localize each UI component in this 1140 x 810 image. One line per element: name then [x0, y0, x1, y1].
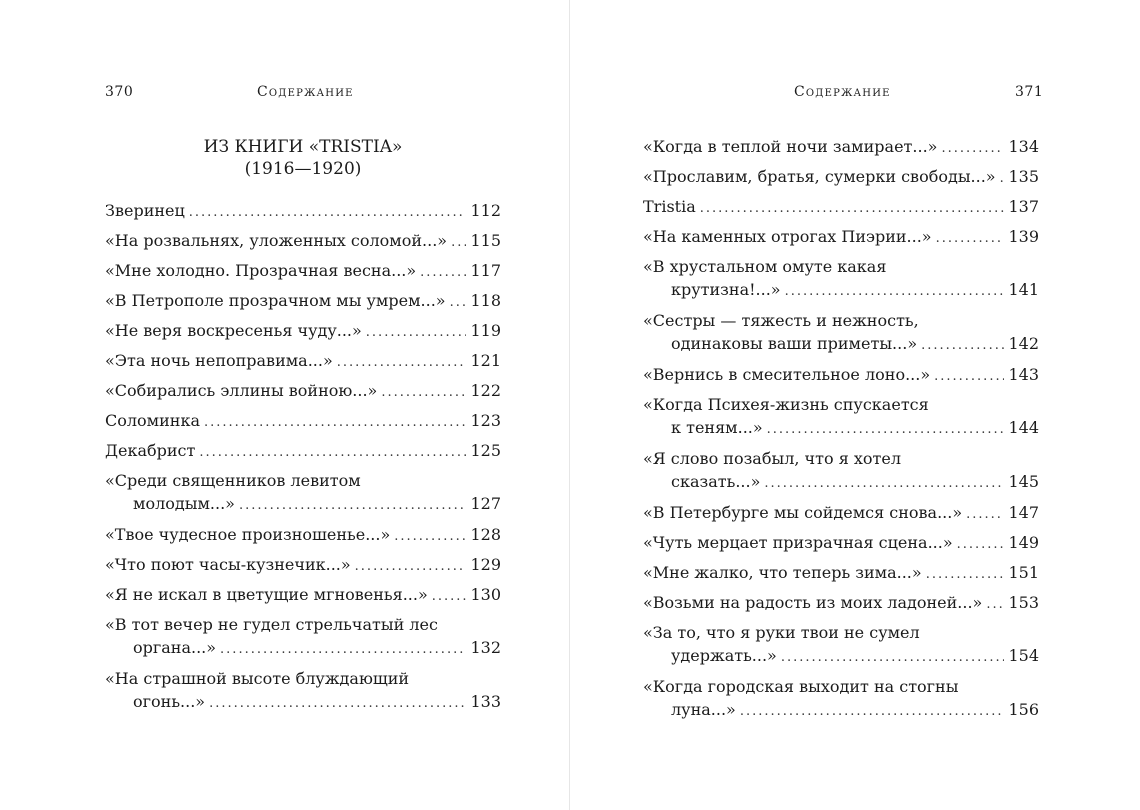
toc-entry-text: «В Петрополе прозрачном мы умрем...» — [105, 291, 446, 310]
toc-entry — [105, 319, 501, 349]
toc-entry — [643, 195, 1039, 225]
toc-page-number: 151 — [1008, 563, 1039, 582]
toc-page-number: 147 — [1008, 503, 1039, 522]
toc-entry — [105, 469, 501, 523]
left-page — [0, 0, 569, 810]
toc-page-number: 139 — [1008, 227, 1039, 246]
toc-entry-title — [105, 469, 501, 492]
toc-entry-text: «Чуть мерцает призрачная сцена...» — [643, 533, 953, 552]
dot-leader — [764, 472, 1004, 495]
toc-entry-title — [105, 409, 501, 434]
toc-entry — [643, 255, 1039, 309]
toc-entry-title — [105, 439, 501, 464]
toc-entry-title — [643, 309, 1039, 332]
toc-entry — [643, 447, 1039, 501]
toc-entry-title — [643, 531, 1039, 556]
toc-entry-text: Tristia — [643, 197, 696, 216]
toc-entry-title — [105, 259, 501, 284]
toc-page-number: 134 — [1008, 137, 1039, 156]
toc-entry-title-continued — [105, 636, 501, 661]
toc-entry-title-continued — [643, 416, 1039, 441]
toc-entry — [643, 363, 1039, 393]
page-number-right: 371 — [1015, 84, 1044, 100]
toc-entry-text: «В Петербурге мы сойдемся снова...» — [643, 503, 963, 522]
toc-entry-text: «Не веря воскресенья чуду...» — [105, 321, 362, 340]
toc-entry-title — [643, 363, 1039, 388]
running-header-right: Содержание — [794, 84, 891, 100]
toc-entry-text: «Сестры — тяжесть и нежность, — [643, 311, 919, 330]
toc-entry-text: «Когда в теплой ночи замирает...» — [643, 137, 938, 156]
toc-entry — [643, 591, 1039, 621]
toc-entry-text: «Твое чудесное произношенье...» — [105, 525, 391, 544]
toc-entry-text: Соломинка — [105, 411, 200, 430]
dot-leader — [934, 365, 1004, 388]
toc-entry-text: органа...» — [133, 638, 217, 657]
dot-leader — [381, 381, 466, 404]
toc-entry-text: сказать...» — [671, 472, 761, 491]
dot-leader — [700, 197, 1005, 220]
toc-entry — [105, 199, 501, 229]
dot-leader — [199, 441, 466, 464]
toc-entry — [643, 501, 1039, 531]
toc-entry-title — [643, 135, 1039, 160]
toc-entry-title — [105, 289, 501, 314]
dot-leader — [941, 137, 1004, 160]
toc-entry-text: Декабрист — [105, 441, 196, 460]
dot-leader — [785, 280, 1005, 303]
toc-page-number: 149 — [1008, 533, 1039, 552]
toc-page-number: 130 — [470, 585, 501, 604]
toc-entry-title — [105, 667, 501, 690]
toc-entry-text: «Мне холодно. Прозрачная весна...» — [105, 261, 417, 280]
toc-entry-text: «Эта ночь непоправима...» — [105, 351, 333, 370]
dot-leader — [966, 503, 1004, 526]
toc-entry-title — [643, 561, 1039, 586]
toc-entry-title — [105, 199, 501, 224]
toc-entry-title — [105, 379, 501, 404]
toc-page-number: 133 — [470, 692, 501, 711]
toc-entry — [105, 439, 501, 469]
toc-entry-text: луна...» — [671, 700, 736, 719]
toc-entry-text: «Мне жалко, что теперь зима...» — [643, 563, 922, 582]
dot-leader — [337, 351, 467, 374]
dot-leader — [394, 525, 466, 548]
dot-leader — [355, 555, 467, 578]
toc-entry — [105, 349, 501, 379]
dot-leader — [781, 646, 1005, 669]
toc-page-number: 143 — [1008, 365, 1039, 384]
toc-page-number: 153 — [1008, 593, 1039, 612]
toc-page-number: 142 — [1008, 334, 1039, 353]
toc-entry — [105, 613, 501, 667]
toc-page-number: 125 — [470, 441, 501, 460]
toc-entry-title — [643, 447, 1039, 470]
right-page — [570, 0, 1139, 810]
dot-leader — [220, 638, 466, 661]
dot-leader — [957, 533, 1005, 556]
toc-page-number: 156 — [1008, 700, 1039, 719]
toc-page-number: 144 — [1008, 418, 1039, 437]
toc-page-number: 121 — [470, 351, 501, 370]
toc-entry-title — [643, 393, 1039, 416]
toc-page-number: 119 — [470, 321, 501, 340]
toc-entry-title — [643, 501, 1039, 526]
toc-page-number: 129 — [470, 555, 501, 574]
dot-leader — [986, 593, 1004, 616]
dot-leader — [366, 321, 467, 344]
dot-leader — [936, 227, 1005, 250]
toc-entry-title — [105, 229, 501, 254]
toc-page-number: 132 — [470, 638, 501, 657]
toc-entry-text: «Прославим, братья, сумерки свободы...» — [643, 167, 996, 186]
section-title — [105, 136, 501, 180]
toc-entry-text: «Я слово позабыл, что я хотел — [643, 449, 902, 468]
toc-entry — [105, 409, 501, 439]
toc-page-number: 115 — [470, 231, 501, 250]
toc-entry — [643, 621, 1039, 675]
toc-entry-title-continued — [105, 492, 501, 517]
toc-entry-title-continued — [643, 470, 1039, 495]
toc-page-number: 117 — [470, 261, 501, 280]
section-years: (1916—1920) — [244, 159, 362, 179]
toc-entry-title-continued — [643, 278, 1039, 303]
toc-entry-title — [643, 165, 1039, 190]
dot-leader — [209, 692, 466, 715]
toc-page-number: 112 — [470, 201, 501, 220]
toc-entry-text: огонь...» — [133, 692, 206, 711]
toc-entry — [105, 289, 501, 319]
toc-entry — [105, 583, 501, 613]
toc-entry — [643, 393, 1039, 447]
toc-entry-text: «В хрустальном омуте какая — [643, 257, 887, 276]
toc-entry-text: «В тот вечер не гудел стрельчатый лес — [105, 615, 438, 634]
toc-entry-title — [643, 255, 1039, 278]
toc-page-number: 118 — [470, 291, 501, 310]
toc-page-number: 135 — [1008, 167, 1039, 186]
toc-entry-text: «Собирались эллины войною...» — [105, 381, 378, 400]
toc-page-number: 127 — [470, 494, 501, 513]
dot-leader — [767, 418, 1005, 441]
toc-page-number: 128 — [470, 525, 501, 544]
toc-entry-text: молодым...» — [133, 494, 235, 513]
toc-entry-text: крутизна!...» — [671, 280, 781, 299]
dot-leader — [740, 700, 1005, 723]
dot-leader — [921, 334, 1004, 357]
toc-page-number: 122 — [470, 381, 501, 400]
toc-entry-title — [643, 225, 1039, 250]
toc-entry — [105, 259, 501, 289]
toc-entry-title — [105, 523, 501, 548]
toc-entry — [105, 553, 501, 583]
section-title-text: ИЗ КНИГИ «TRISTIA» — [203, 137, 403, 157]
dot-leader — [451, 231, 466, 254]
toc-entry-text: удержать...» — [671, 646, 777, 665]
toc-entry — [643, 165, 1039, 195]
dot-leader — [204, 411, 466, 434]
toc-entry-text: «На страшной высоте блуждающий — [105, 669, 410, 688]
toc-entry — [643, 561, 1039, 591]
toc-entry-text: «На каменных отрогах Пиэрии...» — [643, 227, 932, 246]
toc-entry-title-continued — [643, 332, 1039, 357]
toc-page-number: 137 — [1008, 197, 1039, 216]
toc-entry-text: одинаковы ваши приметы...» — [671, 334, 918, 353]
dot-leader — [420, 261, 466, 284]
toc-page-number: 154 — [1008, 646, 1039, 665]
toc-entry-text: «Когда городская выходит на стогны — [643, 677, 959, 696]
dot-leader — [1000, 167, 1005, 190]
toc-page-number: 141 — [1008, 280, 1039, 299]
toc-entry-text: «На розвальнях, уложенных соломой...» — [105, 231, 448, 250]
toc-entry-title-continued — [643, 644, 1039, 669]
toc-entry-title — [105, 319, 501, 344]
toc-entry — [105, 379, 501, 409]
dot-leader — [926, 563, 1005, 586]
running-header-left: Содержание — [257, 84, 354, 100]
toc-entry-title — [105, 553, 501, 578]
dot-leader — [450, 291, 467, 314]
toc-entry-text: Зверинец — [105, 201, 185, 220]
toc-entry-title — [643, 591, 1039, 616]
toc-entry-text: к теням...» — [671, 418, 763, 437]
toc-entry-text: «Что поют часы-кузнечик...» — [105, 555, 351, 574]
toc-list-right — [643, 135, 1039, 729]
toc-entry-text: «За то, что я руки твои не сумел — [643, 623, 920, 642]
toc-entry — [105, 523, 501, 553]
toc-entry-title — [105, 349, 501, 374]
toc-entry-title-continued — [643, 698, 1039, 723]
page-number-left: 370 — [105, 84, 134, 100]
toc-entry — [105, 229, 501, 259]
toc-entry — [643, 225, 1039, 255]
toc-entry — [643, 309, 1039, 363]
toc-entry — [643, 675, 1039, 729]
toc-entry — [105, 667, 501, 721]
toc-entry-title — [105, 583, 501, 608]
toc-entry-title — [643, 621, 1039, 644]
toc-entry — [643, 531, 1039, 561]
dot-leader — [432, 585, 467, 608]
toc-entry-text: «Когда Психея-жизнь спускается — [643, 395, 929, 414]
toc-entry-text: «Я не искал в цветущие мгновенья...» — [105, 585, 428, 604]
toc-entry-text: «Вернись в смесительное лоно...» — [643, 365, 931, 384]
toc-page-number: 123 — [470, 411, 501, 430]
toc-entry-text: «Возьми на радость из моих ладоней...» — [643, 593, 983, 612]
toc-entry-title-continued — [105, 690, 501, 715]
dot-leader — [189, 201, 467, 224]
toc-entry-title — [643, 195, 1039, 220]
toc-entry-title — [643, 675, 1039, 698]
toc-entry — [643, 135, 1039, 165]
toc-entry-text: «Среди священников левитом — [105, 471, 361, 490]
toc-page-number: 145 — [1008, 472, 1039, 491]
toc-list-left — [105, 199, 501, 721]
dot-leader — [239, 494, 467, 517]
toc-entry-title — [105, 613, 501, 636]
